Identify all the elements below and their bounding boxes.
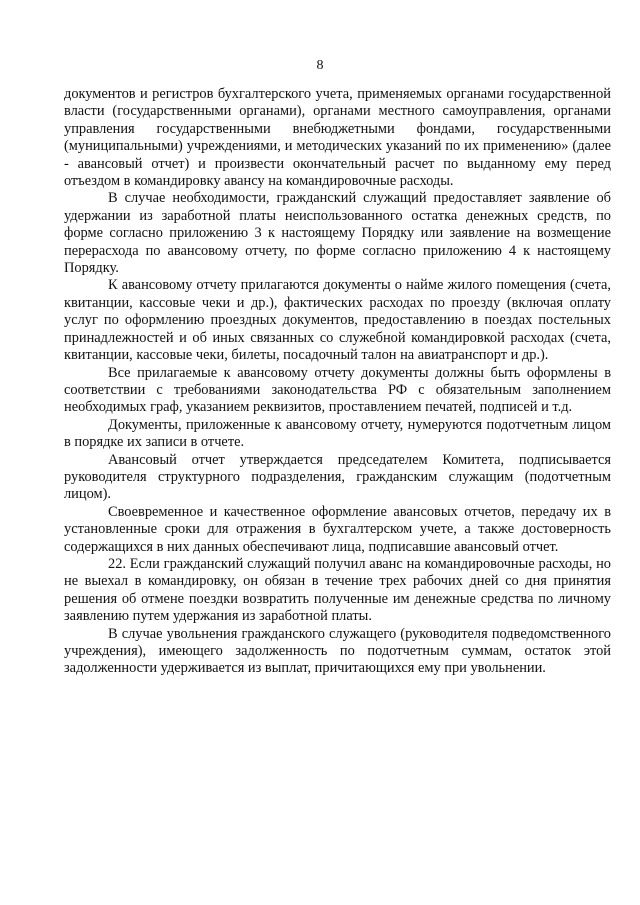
page-number: 8 xyxy=(316,58,324,73)
document-body xyxy=(64,86,611,678)
paragraph-continuation: документов и регистров бухгалтерского учета, применяемых органами государственной власти (государственными органами), органами местного самоуправления, органами управления государственными внебюджетными фондами, государственными (муниципальными) учреждениями, и методических указаний по их применению» (далее - авансовый отчет) и произвести окончательный расчет по выданному ему перед отъездом в командировку авансу на командировочные расходы. xyxy=(64,86,611,190)
paragraph-dismissal: В случае увольнения гражданского служащего (руководителя подведомственного учреждения), имеющего задолженность по подотчетным суммам, остаток этой задолженности удерживается из выплат, причитающихся ему при увольнении. xyxy=(64,625,611,677)
paragraph-approval: Авансовый отчет утверждается председателем Комитета, подписывается руководителя структурного подразделения, гражданским служащим (подотчетным лицом). xyxy=(64,451,611,503)
paragraph-document-requirements: Все прилагаемые к авансовому отчету документы должны быть оформлены в соответствии с требованиями законодательства РФ с обязательным заполнением необходимых граф, указанием реквизитов, проставлением печатей, подписей и т.д. xyxy=(64,364,611,416)
paragraph-numbering: Документы, приложенные к авансовому отчету, нумеруются подотчетным лицом в порядке их записи в отчете. xyxy=(64,416,611,451)
paragraph-item-22: 22. Если гражданский служащий получил аванс на командировочные расходы, но не выехал в командировку, он обязан в течение трех рабочих дней со дня принятия решения об отмене поездки возвратить полученные им денежные средства по личному заявлению путем удержания из заработной платы. xyxy=(64,555,611,625)
paragraph-attached-documents: К авансовому отчету прилагаются документы о найме жилого помещения (счета, квитанции, кассовые чеки и др.), фактических расходах по проезду (включая оплату услуг по оформлению проездных документов, предоставлению в поездах постельных принадлежностей и об иных связанных со служебной командировкой расходах (счета, квитанции, кассовые чеки, билеты, посадочный талон на авиатранспорт и др.). xyxy=(64,277,611,364)
paragraph-responsibility: Своевременное и качественное оформление авансовых отчетов, передачу их в установленные сроки для отражения в бухгалтерском учете, а также достоверность содержащихся в них данных обеспечивают лица, подписавшие авансовый отчет. xyxy=(64,503,611,555)
paragraph-statement-request: В случае необходимости, гражданский служащий предоставляет заявление об удержании из заработной платы неиспользованного остатка денежных средств, по форме согласно приложению 3 к настоящему Порядку или заявление на возмещение перерасхода по авансовому отчету, по форме согласно приложению 4 к настоящему Порядку. xyxy=(64,190,611,277)
